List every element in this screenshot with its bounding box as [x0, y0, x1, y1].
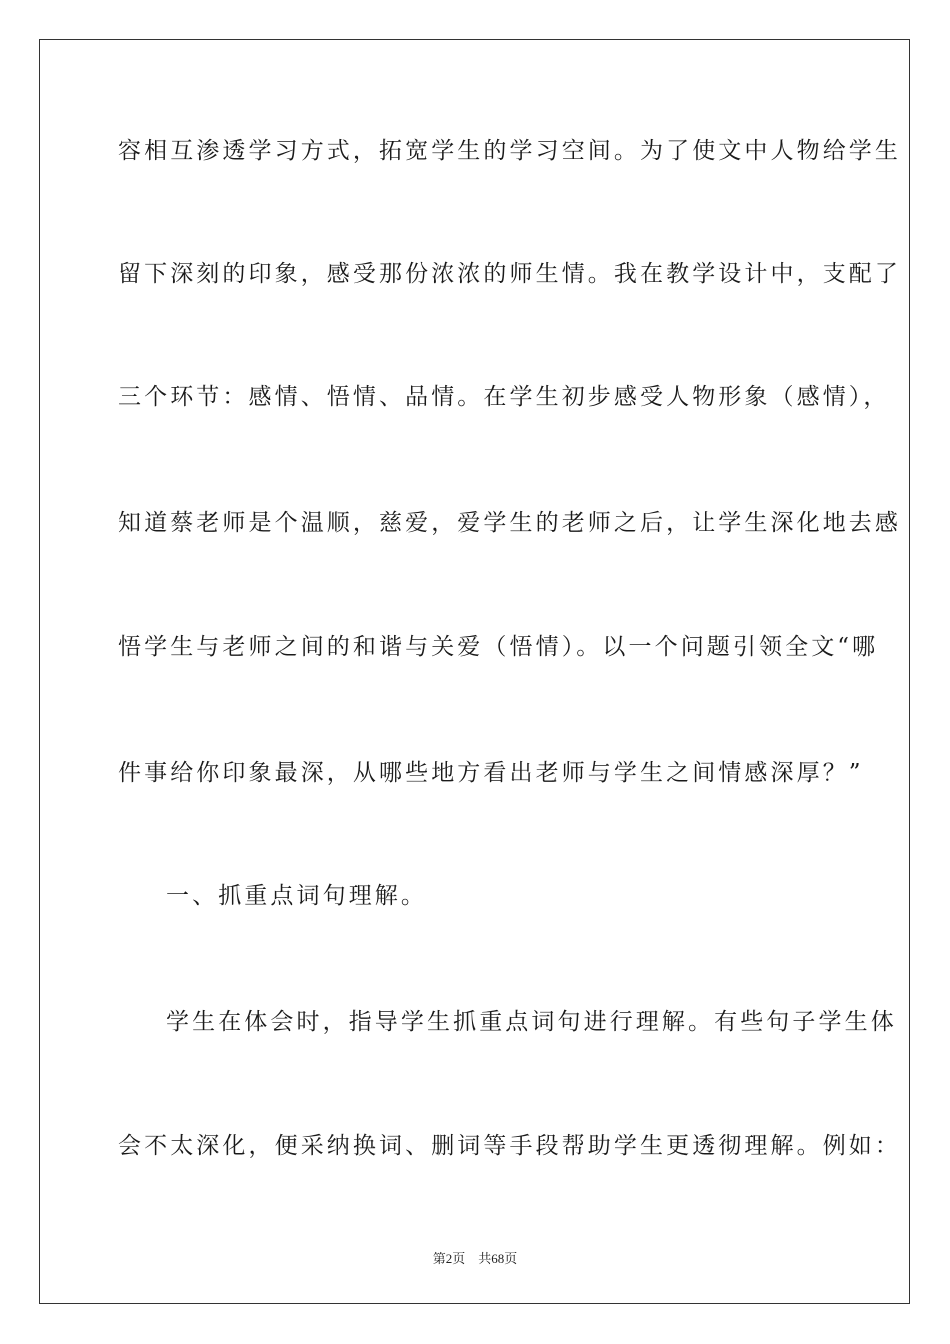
body-text-line-4: 知道蔡老师是个温顺，慈爱，爱学生的老师之后，让学生深化地去感	[118, 510, 901, 536]
body-text-line-3: 三个环节：感情、悟情、品情。在学生初步感受人物形象（感情），	[118, 384, 890, 410]
body-text-line-6: 件事给你印象最深，从哪些地方看出老师与学生之间情感深厚？”	[118, 760, 864, 786]
section-heading: 一、抓重点词句理解。	[166, 883, 427, 909]
body-text-line-8: 会不太深化，便采纳换词、删词等手段帮助学生更透彻理解。例如：	[118, 1133, 901, 1159]
body-text-line-7: 学生在体会时，指导学生抓重点词句进行理解。有些句子学生体	[166, 1009, 897, 1035]
page-number-footer: 第2页 共68页	[432, 1251, 518, 1266]
body-text-line-5: 悟学生与老师之间的和谐与关爱（悟情）。以一个问题引领全文“哪	[118, 634, 879, 660]
body-text-line-1: 容相互渗透学习方式，拓宽学生的学习空间。为了使文中人物给学生	[118, 138, 901, 164]
page-border	[39, 39, 910, 1304]
body-text-line-2: 留下深刻的印象，感受那份浓浓的师生情。我在教学设计中，支配了	[118, 261, 901, 287]
